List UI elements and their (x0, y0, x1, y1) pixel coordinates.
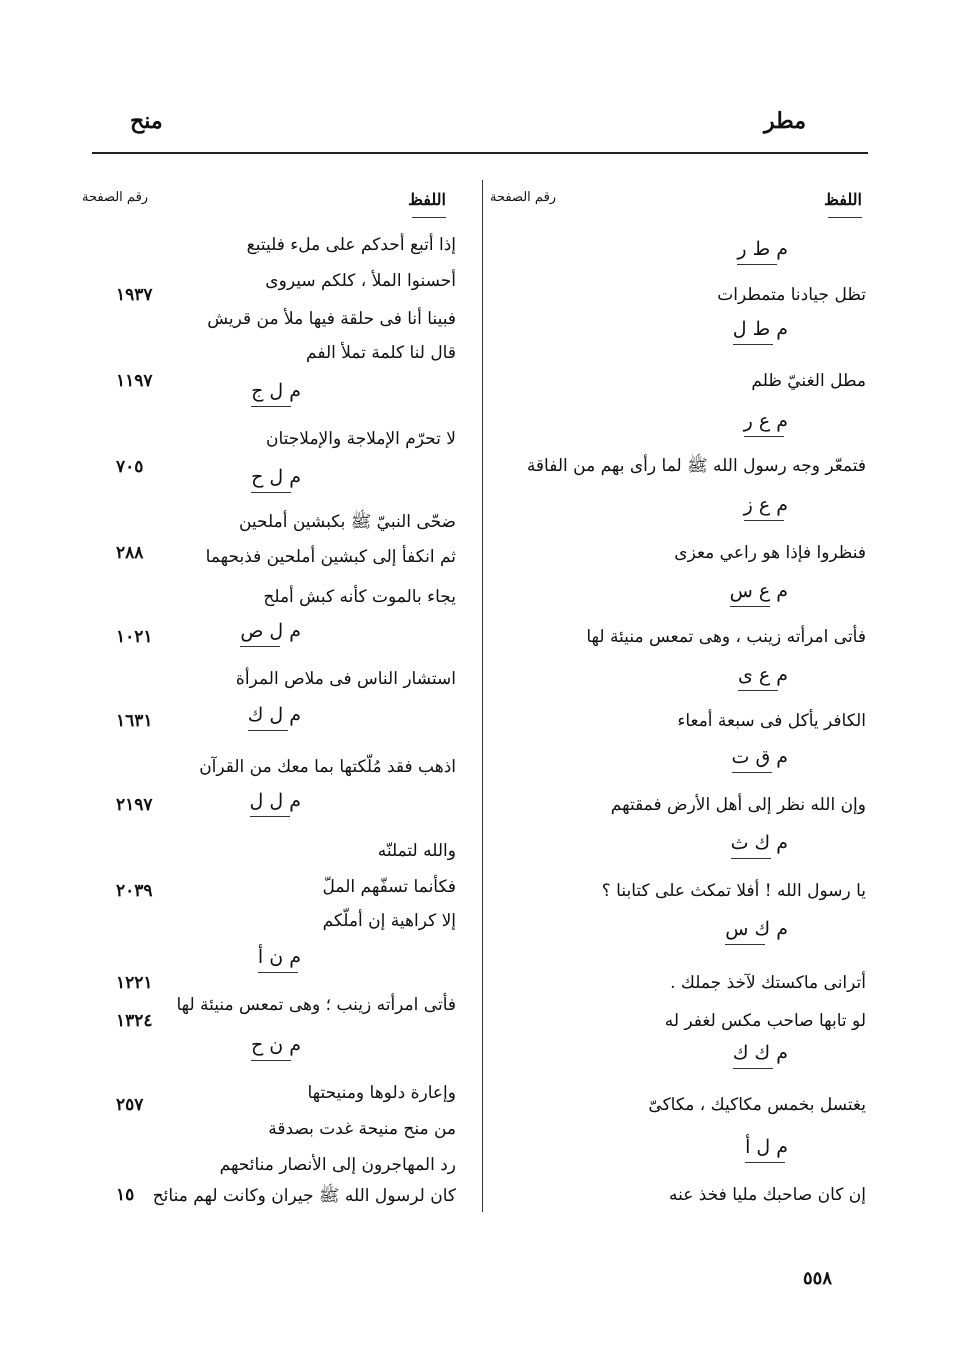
root-heading: م ع ى (738, 664, 788, 691)
entry-row (156, 582, 456, 612)
left-column-word-header: اللفظ (408, 190, 446, 218)
entry-page-number: ٢٠٣٩ (116, 881, 153, 901)
entry-row (156, 990, 456, 1020)
root-heading: م ل أ (745, 1136, 788, 1163)
entry-phrase: فأتى امرأته زينب ؛ وهى تمعس منيئة لها (176, 995, 456, 1015)
entry-page-number: ١٠٢١ (116, 627, 153, 647)
entry-phrase: قال لنا كلمة تملأ الفم (306, 343, 456, 363)
left-column-page-header: رقم الصفحة (82, 190, 149, 205)
root-heading: م ط ر (737, 238, 788, 265)
entry-phrase: إن كان صاحبك مليا فخذ عنه (668, 1185, 866, 1205)
root-heading: م ل ك (248, 704, 301, 731)
entry-row (156, 230, 456, 260)
page-number: ٥٥٨ (802, 1268, 832, 1289)
entry-phrase: ثم انكفأ إلى كبشين أملحين فذبحهما (205, 547, 456, 567)
entry-phrase: إذا أتبع أحدكم على ملء فليتبع (246, 235, 456, 255)
header-rule (92, 152, 868, 154)
entry-row (156, 508, 456, 538)
entry-phrase: يا رسول الله ! أفلا تمكث على كتابنا ؟ (601, 881, 866, 901)
root-heading: م ك ك (733, 1042, 788, 1069)
entry-phrase: فبينا أنا فى حلقة فيها ملأ من قريش (207, 309, 456, 329)
root-heading: م ن ح (251, 1034, 301, 1061)
entry-page-number: ١٩٣٧ (116, 285, 153, 305)
entry-row (156, 906, 456, 936)
running-head-left: منح (130, 108, 163, 134)
entry-page-number: ٢١٩٧ (116, 795, 153, 815)
root-heading: م ع ر (744, 410, 788, 437)
entry-row (116, 968, 866, 998)
entry-page-number: ١١٩٧ (116, 371, 153, 391)
entry-phrase: مطل الغنيّ ظلم (751, 371, 866, 391)
entry-phrase: فنظروا فإذا هو راعي معزى (674, 543, 866, 563)
entry-row (156, 836, 456, 866)
entry-row (156, 304, 456, 334)
entry-phrase: فتمعّر وجه رسول الله ﷺ لما رأى بهم من الفاقة (526, 455, 866, 476)
entry-phrase: اذهب فقد مُلّكتها بما معك من القرآن (199, 757, 456, 777)
root-heading: م ع س (730, 580, 788, 607)
entry-page-number: ١٢٢١ (116, 973, 153, 993)
right-column-page-header: رقم الصفحة (490, 190, 557, 205)
entry-phrase: ضحّى النبيّ ﷺ بكبشين أملحين (238, 511, 456, 532)
entry-phrase: تظل جيادنا متمطرات (717, 285, 866, 305)
entry-row (156, 1078, 456, 1108)
entry-page-number: ١٥ (116, 1185, 135, 1205)
entry-phrase: كان لرسول الله ﷺ جيران وكانت لهم منائح (152, 1185, 456, 1206)
column-divider (482, 180, 483, 1212)
root-heading: م ك س (725, 918, 788, 945)
entry-page-number: ٢٨٨ (116, 543, 144, 563)
entry-page-number: ١٦٣١ (116, 711, 153, 731)
root-heading: م ك ث (731, 832, 788, 859)
entry-phrase: من منح منيحة غدت بصدقة (268, 1119, 456, 1139)
running-head-right: مطر (764, 108, 806, 134)
entry-row (156, 752, 456, 782)
entry-phrase: أترانى ماكستك لآخذ جملك . (670, 973, 866, 993)
entry-row (156, 664, 456, 694)
entry-row (156, 1150, 456, 1180)
root-heading: م ل ل (250, 790, 301, 817)
entry-row (156, 1114, 456, 1144)
entry-phrase: فأتى امرأته زينب ، وهى تمعس منيئة لها (586, 627, 866, 647)
entry-row (156, 424, 456, 454)
entry-row (116, 1006, 866, 1036)
entry-row (152, 1182, 456, 1212)
entry-phrase: استشار الناس فى ملاص المرأة (235, 669, 456, 689)
entry-page-number: ١٣٢٤ (116, 1011, 153, 1031)
entry-phrase: فكأنما تسفّهم الملّ (322, 877, 456, 897)
entry-page-number: ٧٠٥ (116, 457, 144, 477)
root-heading: م ع ز (744, 494, 788, 521)
entry-phrase: وإن الله نظر إلى أهل الأرض فمقتهم (610, 795, 866, 815)
entry-phrase: والله لتملنّه (377, 841, 456, 861)
entry-phrase: أحسنوا الملأ ، كلكم سيروى (265, 271, 456, 291)
entry-row (156, 266, 456, 296)
root-heading: م ل ص (240, 620, 301, 647)
entry-phrase: رد المهاجرون إلى الأنصار منائحهم (219, 1155, 456, 1175)
root-heading: م ط ل (733, 318, 788, 345)
entry-phrase: لا تحرّم الإملاجة والإملاجتان (266, 429, 456, 449)
root-heading: م ق ت (732, 746, 788, 773)
root-heading: م ل ح (251, 466, 301, 493)
entry-row (156, 872, 456, 902)
root-heading: م ل ج (251, 380, 301, 407)
entry-page-number: ٢٥٧ (116, 1095, 144, 1115)
entry-phrase: لو تابها صاحب مكس لغفر له (664, 1011, 866, 1031)
entry-phrase: يغتسل بخمس مكاكيك ، مكاكىّ (648, 1095, 866, 1115)
right-column-word-header: اللفظ (824, 190, 862, 218)
entry-phrase: إلا كراهية إن أملّكم (322, 911, 456, 931)
root-heading: م ن أ (258, 946, 301, 973)
entry-phrase: وإعارة دلوها ومنيحتها (307, 1083, 456, 1103)
entry-row (156, 338, 456, 368)
entry-phrase: يجاء بالموت كأنه كبش أملح (263, 587, 456, 607)
entry-row (156, 542, 456, 572)
entry-phrase: الكافر يأكل فى سبعة أمعاء (677, 711, 866, 731)
